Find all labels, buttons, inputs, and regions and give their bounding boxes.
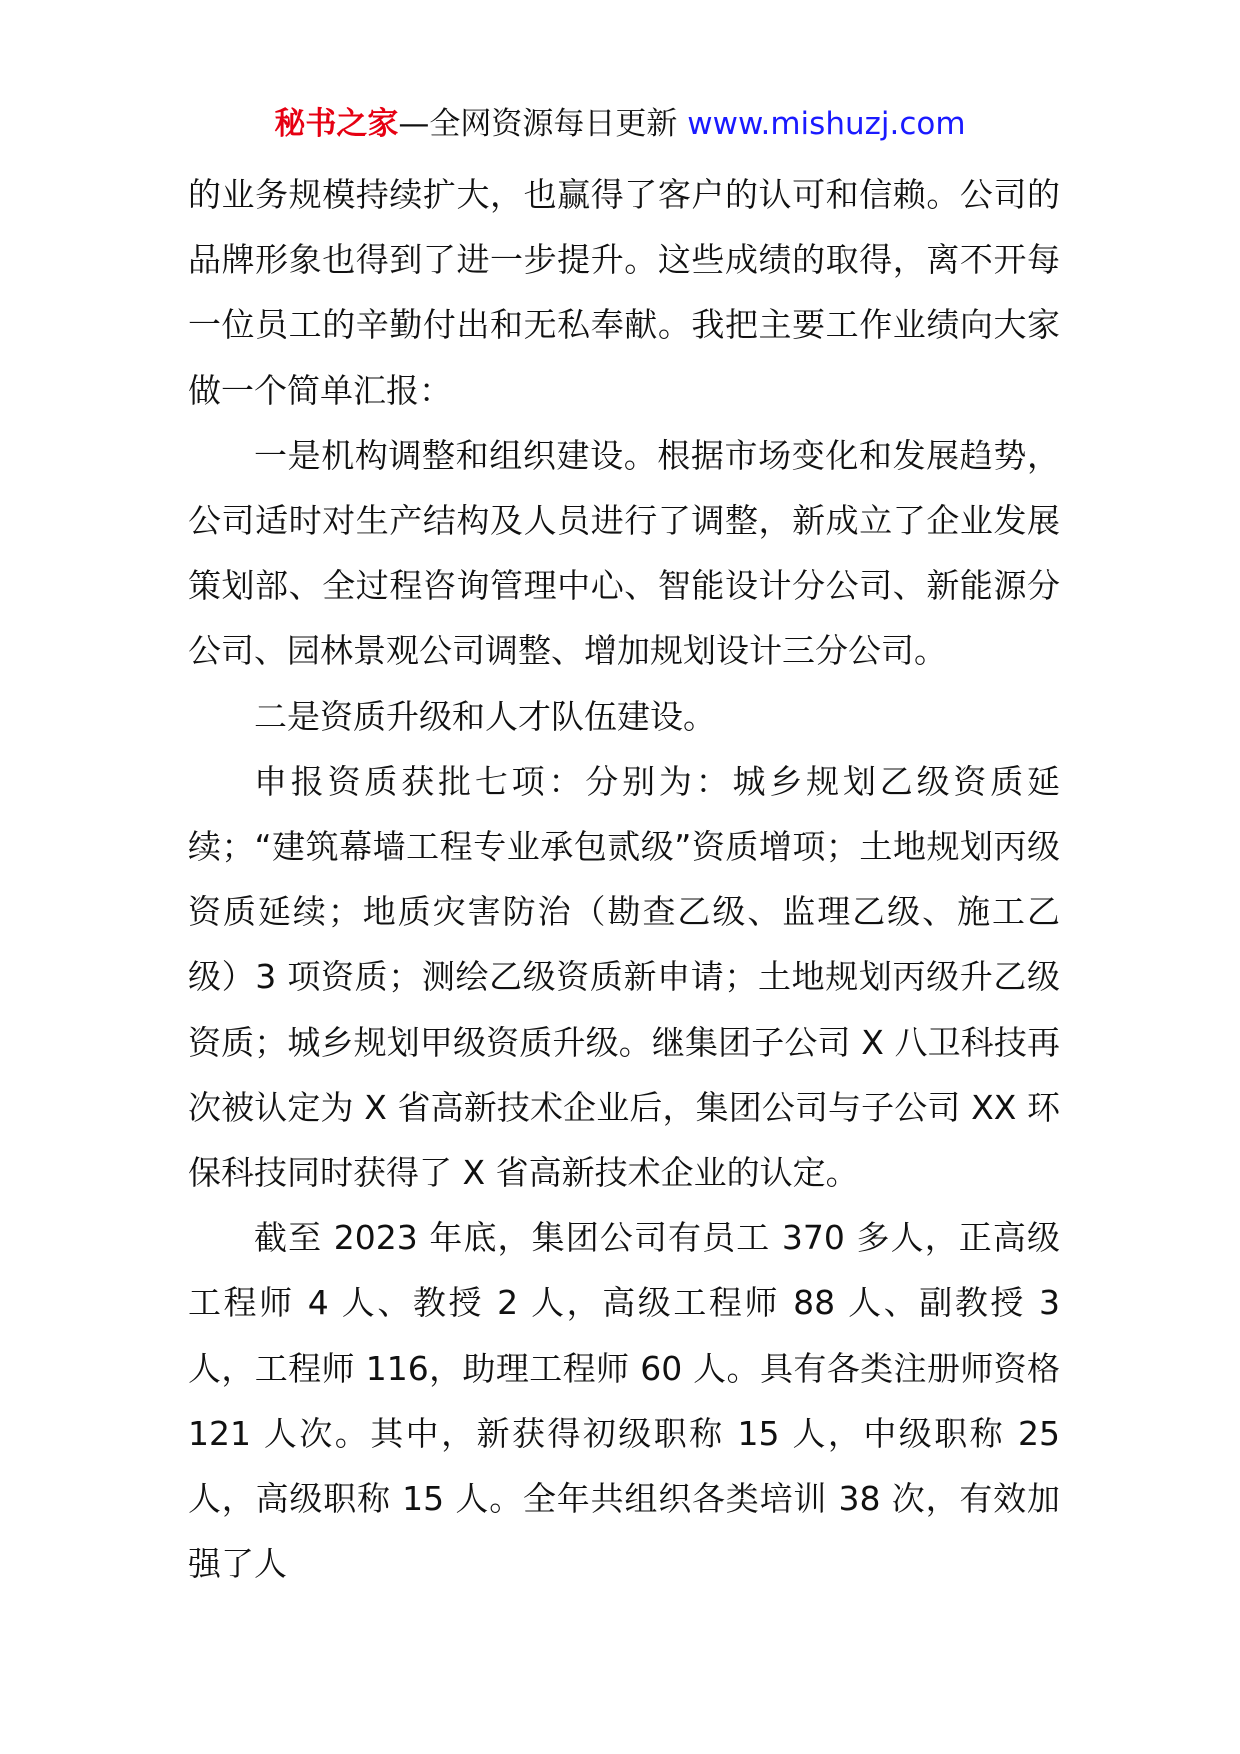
paragraph-organization: 一是机构调整和组织建设。根据市场变化和发展趋势，公司适时对生产结构及人员进行了调整，新成立了企业发展策划部、全过程咨询管理中心、智能设计分公司、新能源分公司、园林景观公司调整、增加规划设计三分公司。 (188, 435, 1060, 671)
site-header (0, 104, 1240, 144)
site-tagline: —全网资源每日更新 (398, 106, 688, 142)
paragraph-business-summary: 的业务规模持续扩大，也赢得了客户的认可和信赖。公司的品牌形象也得到了进一步提升。这些成绩的取得，离不开每一位员工的辛勤付出和无私奉献。我把主要工作业绩向大家做一个简单汇报： (188, 175, 1060, 410)
paragraph-qualifications: 申报资质获批七项：分别为：城乡规划乙级资质延续；“建筑幕墙工程专业承包贰级”资质增项；土地规划丙级资质延续；地质灾害防治（勘查乙级、监理乙级、施工乙级）3 项资质；测绘乙级资质新申请；土地规划丙级升乙级资质；城乡规划甲级资质升级。继集团子公司 X 八卫科技再次被认定为 X 省高新技术企业后，集团公司与子公司 XX 环保科技同时获得了 X 省高新技术企业的认定。 (188, 761, 1060, 1193)
site-url-link[interactable]: www.mishuzj.com (687, 106, 966, 142)
document-body (188, 162, 1060, 1596)
site-brand: 秘书之家 (274, 106, 399, 142)
paragraph-qualification-heading: 二是资质升级和人才队伍建设。 (254, 696, 716, 736)
paragraph-staff: 截至 2023 年底，集团公司有员工 370 多人，正高级工程师 4 人、教授 2 人，高级工程师 88 人、副教授 3 人，工程师 116，助理工程师 60 人。具有各类注册师资格 121 人次。其中，新获得初级职称 15 人，中级职称 25 人，高级职称 15 人。全年共组织各类培训 38 次，有效加强了人 (188, 1218, 1060, 1584)
